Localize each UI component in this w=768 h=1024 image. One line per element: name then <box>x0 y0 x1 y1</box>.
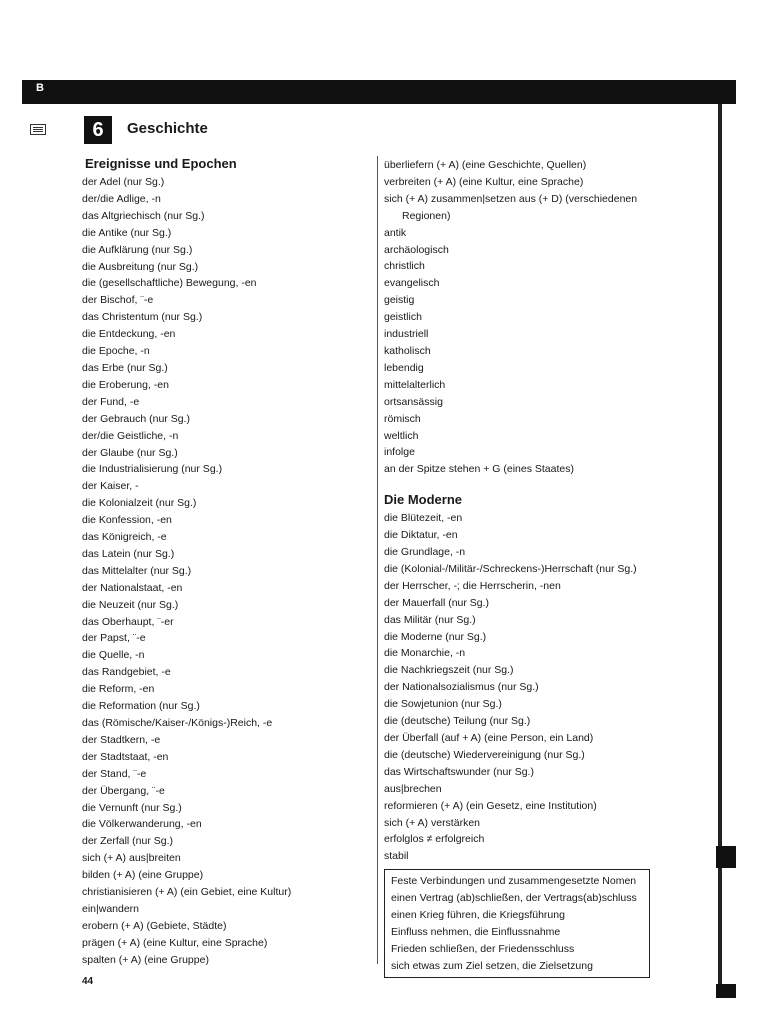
vocab-item: das Oberhaupt, ¨-er <box>82 615 174 628</box>
vocab-item: die Sowjetunion (nur Sg.) <box>384 698 502 711</box>
vocab-item: an der Spitze stehen + G (eines Staates) <box>384 463 574 476</box>
vocab-item: der Übergang, ¨-e <box>82 784 165 797</box>
vocab-item: weltlich <box>384 429 419 442</box>
vocab-item: sich (+ A) verstärken <box>384 816 480 829</box>
vocab-item: der Mauerfall (nur Sg.) <box>384 596 490 609</box>
section-heading-modern: Die Moderne <box>384 492 463 508</box>
vocab-item: die Blütezeit, -en <box>384 512 463 525</box>
vocab-item: die Diktatur, -en <box>384 529 458 542</box>
vocab-item: ortsansässig <box>384 395 443 408</box>
vocab-item: einen Vertrag (ab)schließen, der Vertrags(ab)schluss <box>391 892 637 905</box>
vocab-item: der Kaiser, - <box>82 480 139 493</box>
vocab-item: der Herrscher, -; die Herrscherin, -nen <box>384 579 561 592</box>
column-divider <box>377 156 378 964</box>
vocab-item: die Antike (nur Sg.) <box>82 226 172 239</box>
collocations-box <box>384 869 650 978</box>
vocab-item: spalten (+ A) (eine Gruppe) <box>82 953 209 966</box>
vocab-item: das Mittelalter (nur Sg.) <box>82 564 192 577</box>
vocab-item: die Epoche, -n <box>82 345 150 358</box>
vocab-item: der Nationalsozialismus (nur Sg.) <box>384 681 539 694</box>
vocab-item: das Altgriechisch (nur Sg.) <box>82 209 205 222</box>
vocab-item: mittelalterlich <box>384 378 446 391</box>
vocab-item: evangelisch <box>384 277 440 290</box>
vocab-item: der Papst, ¨-e <box>82 632 146 645</box>
vocab-item: der Stadtkern, -e <box>82 733 161 746</box>
vocab-item: aus|brechen <box>384 782 442 795</box>
vocab-item: die Aufklärung (nur Sg.) <box>82 243 193 256</box>
vocab-item: die Quelle, -n <box>82 649 145 662</box>
vocab-item: die (deutsche) Wiedervereinigung (nur Sg.) <box>384 748 585 761</box>
vocab-item: die (gesellschaftliche) Bewegung, -en <box>82 277 257 290</box>
vocab-item: reformieren (+ A) (ein Gesetz, eine Institution) <box>384 799 597 812</box>
vocab-item: die Entdeckung, -en <box>82 328 176 341</box>
section-heading-epochs: Ereignisse und Epochen <box>85 156 237 171</box>
vocab-item: die (deutsche) Teilung (nur Sg.) <box>384 715 531 728</box>
vocab-item: die Reformation (nur Sg.) <box>82 700 200 713</box>
vocab-item: geistlich <box>384 311 422 324</box>
vocab-item: einen Krieg führen, die Kriegsführung <box>391 909 565 922</box>
vocab-item: Einfluss nehmen, die Einflussnahme <box>391 926 561 939</box>
audio-track-icon <box>30 124 46 135</box>
vocab-item: das Militär (nur Sg.) <box>384 613 476 626</box>
page-edge-tab <box>716 846 736 868</box>
vocab-item: christianisieren (+ A) (ein Gebiet, eine Kultur) <box>82 886 292 899</box>
vocab-item: Frieden schließen, der Friedensschluss <box>391 943 575 956</box>
vocab-item: der Stand, ¨-e <box>82 767 147 780</box>
box-title: Feste Verbindungen und zusammengesetzte Nomen <box>391 875 637 888</box>
vocab-item: christlich <box>384 260 425 273</box>
vocab-item: das Wirtschaftswunder (nur Sg.) <box>384 765 534 778</box>
vocab-item: der/die Adlige, -n <box>82 192 161 205</box>
vocab-item: industriell <box>384 328 429 341</box>
vocab-item: katholisch <box>384 344 431 357</box>
vocab-item: die (Kolonial-/Militär-/Schreckens-)Herrschaft (nur Sg.) <box>384 562 637 575</box>
vocab-item: stabil <box>384 850 409 863</box>
vocab-item: das Christentum (nur Sg.) <box>82 311 203 324</box>
vocab-item: Regionen) <box>402 209 451 222</box>
vocab-item: der Zerfall (nur Sg.) <box>82 835 174 848</box>
vocab-item: bilden (+ A) (eine Gruppe) <box>82 869 204 882</box>
vocab-item: römisch <box>384 412 421 425</box>
vocab-item: archäologisch <box>384 243 449 256</box>
vocab-item: die Grundlage, -n <box>384 546 466 559</box>
vocab-item: der Glaube (nur Sg.) <box>82 446 178 459</box>
section-letter: B <box>36 82 44 94</box>
vocab-item: der Adel (nur Sg.) <box>82 176 165 188</box>
vocab-item: das Randgebiet, -e <box>82 666 171 679</box>
vocab-item: geistig <box>384 294 415 307</box>
vocab-item: erfolglos ≠ erfolgreich <box>384 833 485 846</box>
vocab-list-epochs <box>82 174 372 969</box>
vocab-item: das Latein (nur Sg.) <box>82 547 175 560</box>
vocab-item: die Vernunft (nur Sg.) <box>82 801 182 814</box>
chapter-number: 6 <box>84 116 112 144</box>
vocab-item: der Überfall (auf + A) (eine Person, ein Land) <box>384 732 594 744</box>
vocab-item: der Bischof, ¨-e <box>82 294 154 307</box>
vocab-item: erobern (+ A) (Gebiete, Städte) <box>82 919 227 932</box>
vocab-item: sich (+ A) aus|breiten <box>82 852 181 865</box>
vocab-item: prägen (+ A) (eine Kultur, eine Sprache) <box>82 936 268 949</box>
vocab-item: die Ausbreitung (nur Sg.) <box>82 260 199 273</box>
collocations-list <box>391 890 649 975</box>
right-column <box>384 157 714 978</box>
vocab-item: sich etwas zum Ziel setzen, die Zielsetzung <box>391 960 593 973</box>
left-column <box>82 154 372 969</box>
vocab-item: lebendig <box>384 361 424 374</box>
vocab-item: die Nachkriegszeit (nur Sg.) <box>384 664 514 677</box>
vocab-item: die Konfession, -en <box>82 514 172 527</box>
vocab-item: die Völkerwanderung, -en <box>82 818 202 831</box>
vocab-item: infolge <box>384 446 415 459</box>
chapter-title: Geschichte <box>127 120 208 137</box>
vocab-list-modern <box>384 510 714 865</box>
vocab-item: der/die Geistliche, -n <box>82 429 179 442</box>
page-number: 44 <box>82 976 94 987</box>
vocab-item: verbreiten (+ A) (eine Kultur, eine Sprache) <box>384 175 584 188</box>
vocab-item: die Eroberung, -en <box>82 378 169 391</box>
vocab-item: überliefern (+ A) (eine Geschichte, Quellen) <box>384 159 587 171</box>
vocab-item: antik <box>384 226 407 239</box>
vocab-item: die Monarchie, -n <box>384 647 466 660</box>
vocab-item: das (Römische/Kaiser-/Königs-)Reich, -e <box>82 717 273 729</box>
vocab-item: der Fund, -e <box>82 395 140 408</box>
vocab-item: der Stadtstaat, -en <box>82 750 169 763</box>
page-edge-foot <box>716 984 736 998</box>
vocab-item: der Nationalstaat, -en <box>82 581 183 594</box>
vocab-item: der Gebrauch (nur Sg.) <box>82 412 190 425</box>
vocab-item: die Reform, -en <box>82 683 155 696</box>
vocab-item: die Moderne (nur Sg.) <box>384 630 487 643</box>
vocab-item: die Industrialisierung (nur Sg.) <box>82 463 223 476</box>
vocab-item: das Erbe (nur Sg.) <box>82 361 168 374</box>
vocab-item: die Neuzeit (nur Sg.) <box>82 598 179 611</box>
vocab-item: ein|wandern <box>82 902 140 915</box>
vocab-item: die Kolonialzeit (nur Sg.) <box>82 497 197 510</box>
section-header-bar <box>22 80 736 104</box>
vocab-item: sich (+ A) zusammen|setzen aus (+ D) (verschiedenen <box>384 192 638 205</box>
vocab-list-epochs-continued <box>384 157 714 478</box>
vocab-item: das Königreich, -e <box>82 531 167 544</box>
